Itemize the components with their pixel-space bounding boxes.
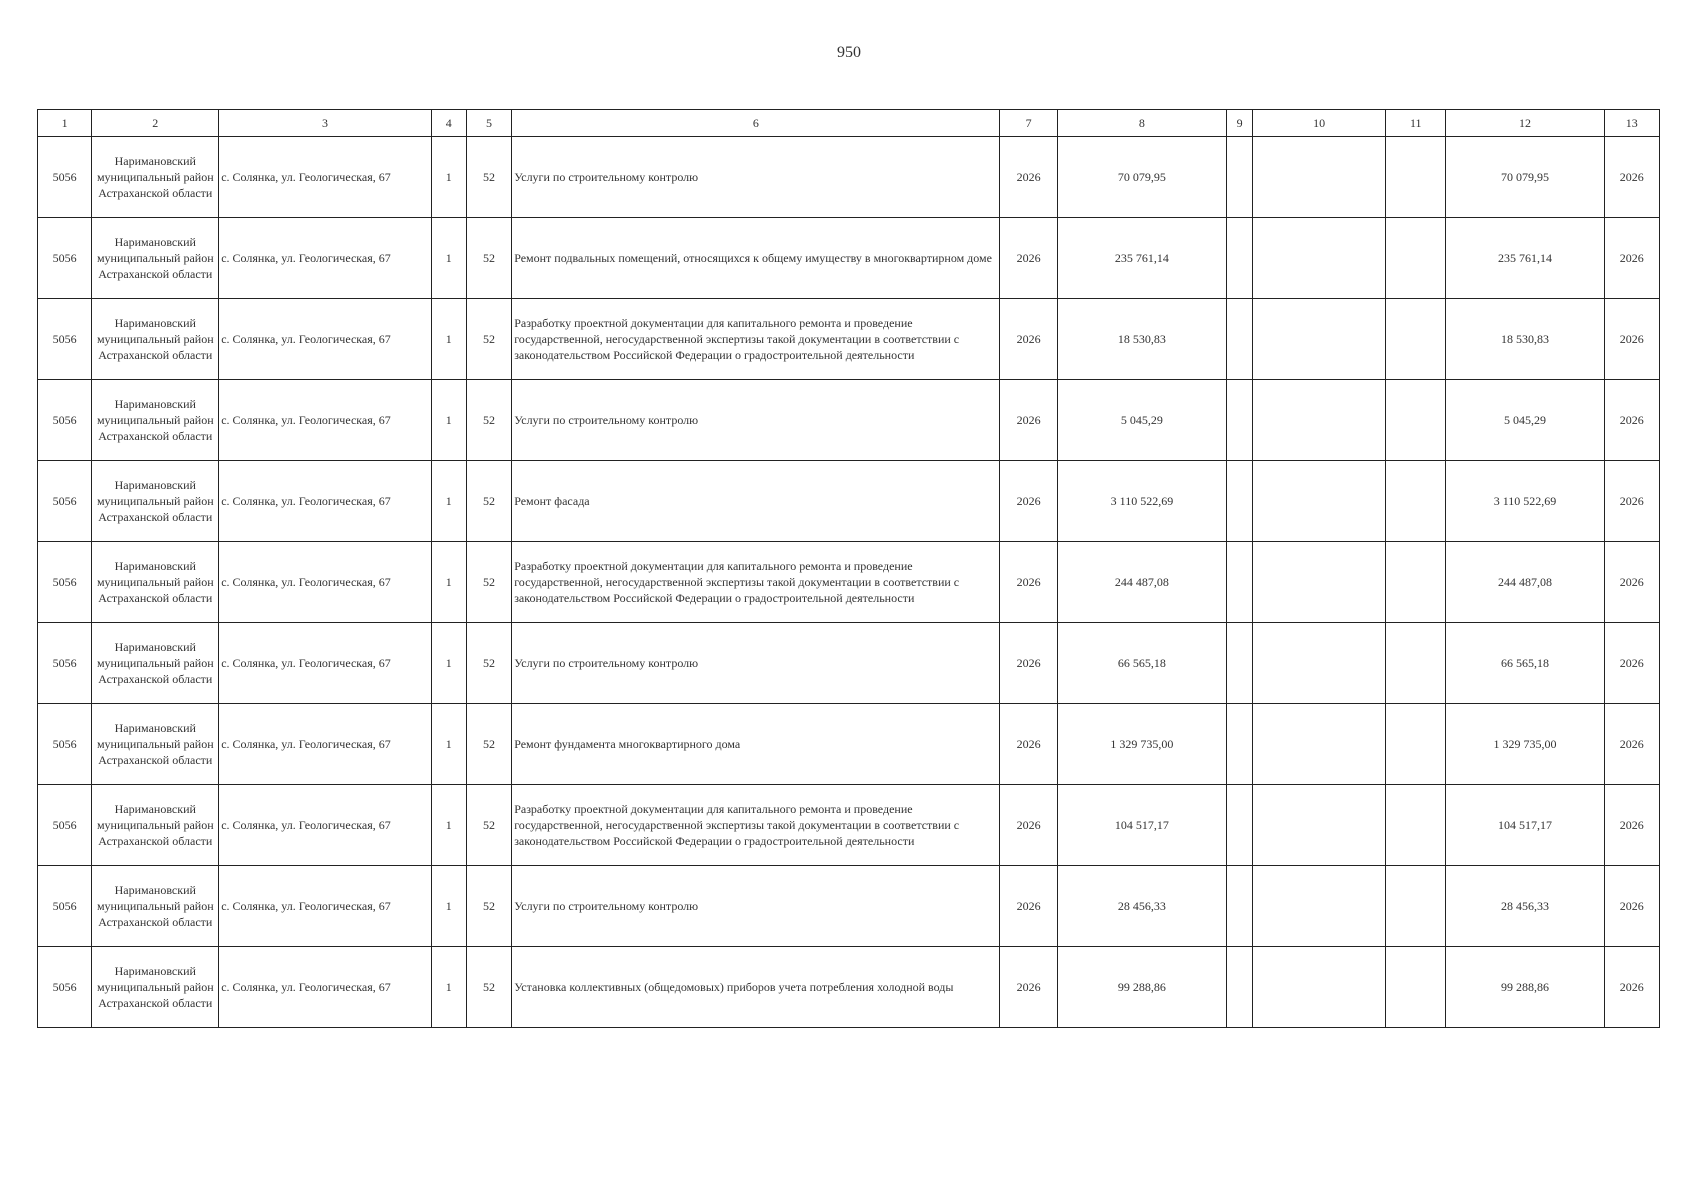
cell-col11 xyxy=(1386,623,1446,704)
cell-address: с. Солянка, ул. Геологическая, 67 xyxy=(219,947,431,1028)
table-row xyxy=(38,461,1660,542)
cell-end-year: 2026 xyxy=(1604,866,1659,947)
table-row xyxy=(38,380,1660,461)
cell-col5: 52 xyxy=(466,380,511,461)
cell-municipality: Наримановский муниципальный район Астраханской области xyxy=(92,218,219,299)
table-row xyxy=(38,785,1660,866)
cell-year: 2026 xyxy=(1000,947,1057,1028)
cell-col10 xyxy=(1253,137,1386,218)
cell-col5: 52 xyxy=(466,542,511,623)
table-row xyxy=(38,137,1660,218)
cell-col11 xyxy=(1386,542,1446,623)
page-number: 950 xyxy=(837,44,861,61)
cell-address: с. Солянка, ул. Геологическая, 67 xyxy=(219,380,431,461)
cell-col5: 52 xyxy=(466,461,511,542)
cell-col4: 1 xyxy=(431,299,466,380)
cell-col9 xyxy=(1227,461,1253,542)
column-header: 9 xyxy=(1227,110,1253,137)
cell-col5: 52 xyxy=(466,299,511,380)
cell-work-type: Услуги по строительному контролю xyxy=(512,866,1000,947)
cell-end-year: 2026 xyxy=(1604,785,1659,866)
table-body xyxy=(38,137,1660,1028)
cell-total-cost: 99 288,86 xyxy=(1057,947,1226,1028)
cell-col4: 1 xyxy=(431,218,466,299)
cell-year: 2026 xyxy=(1000,866,1057,947)
cell-col5: 52 xyxy=(466,785,511,866)
cell-work-type: Разработку проектной документации для капитального ремонта и проведение государственной, негосударственной экспертизы такой документации в соответствии с законодательством Российской Федерации о градостроительной деятельности xyxy=(512,785,1000,866)
column-header: 13 xyxy=(1604,110,1659,137)
cell-work-type: Услуги по строительному контролю xyxy=(512,137,1000,218)
cell-total-cost: 66 565,18 xyxy=(1057,623,1226,704)
cell-total-cost: 235 761,14 xyxy=(1057,218,1226,299)
cell-cost: 5 045,29 xyxy=(1446,380,1604,461)
cell-year: 2026 xyxy=(1000,299,1057,380)
cell-number: 5056 xyxy=(38,137,92,218)
cell-end-year: 2026 xyxy=(1604,218,1659,299)
table-row xyxy=(38,866,1660,947)
table-row xyxy=(38,542,1660,623)
cell-work-type: Услуги по строительному контролю xyxy=(512,623,1000,704)
cell-col10 xyxy=(1253,623,1386,704)
cell-total-cost: 28 456,33 xyxy=(1057,866,1226,947)
cell-address: с. Солянка, ул. Геологическая, 67 xyxy=(219,623,431,704)
column-header: 8 xyxy=(1057,110,1226,137)
cell-year: 2026 xyxy=(1000,623,1057,704)
cell-col9 xyxy=(1227,623,1253,704)
cell-municipality: Наримановский муниципальный район Астраханской области xyxy=(92,299,219,380)
cell-col10 xyxy=(1253,218,1386,299)
column-header: 4 xyxy=(431,110,466,137)
cell-address: с. Солянка, ул. Геологическая, 67 xyxy=(219,299,431,380)
cell-work-type: Ремонт фундамента многоквартирного дома xyxy=(512,704,1000,785)
cell-col11 xyxy=(1386,704,1446,785)
table-row xyxy=(38,623,1660,704)
cell-cost: 3 110 522,69 xyxy=(1446,461,1604,542)
cell-total-cost: 18 530,83 xyxy=(1057,299,1226,380)
cell-number: 5056 xyxy=(38,785,92,866)
cell-end-year: 2026 xyxy=(1604,623,1659,704)
cell-municipality: Наримановский муниципальный район Астраханской области xyxy=(92,623,219,704)
cell-cost: 235 761,14 xyxy=(1446,218,1604,299)
cell-number: 5056 xyxy=(38,947,92,1028)
cell-cost: 66 565,18 xyxy=(1446,623,1604,704)
cell-col11 xyxy=(1386,137,1446,218)
cell-col4: 1 xyxy=(431,137,466,218)
cell-col9 xyxy=(1227,542,1253,623)
cell-end-year: 2026 xyxy=(1604,704,1659,785)
cell-total-cost: 5 045,29 xyxy=(1057,380,1226,461)
cell-col4: 1 xyxy=(431,461,466,542)
column-header: 12 xyxy=(1446,110,1604,137)
cell-cost: 244 487,08 xyxy=(1446,542,1604,623)
cell-col11 xyxy=(1386,299,1446,380)
cell-municipality: Наримановский муниципальный район Астраханской области xyxy=(92,461,219,542)
cell-col5: 52 xyxy=(466,623,511,704)
cell-end-year: 2026 xyxy=(1604,947,1659,1028)
column-header: 7 xyxy=(1000,110,1057,137)
cell-end-year: 2026 xyxy=(1604,461,1659,542)
column-header: 3 xyxy=(219,110,431,137)
cell-col4: 1 xyxy=(431,866,466,947)
cell-end-year: 2026 xyxy=(1604,299,1659,380)
cell-end-year: 2026 xyxy=(1604,542,1659,623)
cell-col9 xyxy=(1227,380,1253,461)
cell-cost: 70 079,95 xyxy=(1446,137,1604,218)
cell-col10 xyxy=(1253,380,1386,461)
cell-col10 xyxy=(1253,785,1386,866)
cell-col11 xyxy=(1386,947,1446,1028)
cell-col11 xyxy=(1386,461,1446,542)
cell-number: 5056 xyxy=(38,218,92,299)
cell-cost: 99 288,86 xyxy=(1446,947,1604,1028)
cell-number: 5056 xyxy=(38,704,92,785)
cell-number: 5056 xyxy=(38,380,92,461)
cell-address: с. Солянка, ул. Геологическая, 67 xyxy=(219,542,431,623)
cell-col4: 1 xyxy=(431,704,466,785)
cell-end-year: 2026 xyxy=(1604,380,1659,461)
cell-col10 xyxy=(1253,299,1386,380)
cell-address: с. Солянка, ул. Геологическая, 67 xyxy=(219,866,431,947)
cell-col5: 52 xyxy=(466,218,511,299)
column-header: 1 xyxy=(38,110,92,137)
cell-col10 xyxy=(1253,704,1386,785)
column-header: 6 xyxy=(512,110,1000,137)
cell-col4: 1 xyxy=(431,542,466,623)
cell-work-type: Ремонт фасада xyxy=(512,461,1000,542)
cell-number: 5056 xyxy=(38,461,92,542)
cell-col5: 52 xyxy=(466,137,511,218)
cell-end-year: 2026 xyxy=(1604,137,1659,218)
cell-address: с. Солянка, ул. Геологическая, 67 xyxy=(219,704,431,785)
cell-col11 xyxy=(1386,218,1446,299)
cell-year: 2026 xyxy=(1000,704,1057,785)
cell-col9 xyxy=(1227,866,1253,947)
cell-municipality: Наримановский муниципальный район Астраханской области xyxy=(92,704,219,785)
cell-work-type: Разработку проектной документации для капитального ремонта и проведение государственной, негосударственной экспертизы такой документации в соответствии с законодательством Российской Федерации о градостроительной деятельности xyxy=(512,299,1000,380)
cell-total-cost: 244 487,08 xyxy=(1057,542,1226,623)
cell-year: 2026 xyxy=(1000,542,1057,623)
cell-col10 xyxy=(1253,461,1386,542)
table-row xyxy=(38,947,1660,1028)
cell-col9 xyxy=(1227,218,1253,299)
cell-cost: 104 517,17 xyxy=(1446,785,1604,866)
cell-col10 xyxy=(1253,866,1386,947)
cell-municipality: Наримановский муниципальный район Астраханской области xyxy=(92,542,219,623)
table-header xyxy=(38,110,1660,137)
cell-year: 2026 xyxy=(1000,137,1057,218)
cell-municipality: Наримановский муниципальный район Астраханской области xyxy=(92,380,219,461)
cell-col10 xyxy=(1253,947,1386,1028)
cell-year: 2026 xyxy=(1000,785,1057,866)
cell-municipality: Наримановский муниципальный район Астраханской области xyxy=(92,947,219,1028)
cell-col5: 52 xyxy=(466,704,511,785)
cell-number: 5056 xyxy=(38,542,92,623)
column-header: 2 xyxy=(92,110,219,137)
cell-number: 5056 xyxy=(38,623,92,704)
cell-total-cost: 1 329 735,00 xyxy=(1057,704,1226,785)
cell-work-type: Установка коллективных (общедомовых) приборов учета потребления холодной воды xyxy=(512,947,1000,1028)
cell-work-type: Разработку проектной документации для капитального ремонта и проведение государственной, негосударственной экспертизы такой документации в соответствии с законодательством Российской Федерации о градостроительной деятельности xyxy=(512,542,1000,623)
column-header: 10 xyxy=(1253,110,1386,137)
cell-cost: 1 329 735,00 xyxy=(1446,704,1604,785)
cell-address: с. Солянка, ул. Геологическая, 67 xyxy=(219,461,431,542)
cell-number: 5056 xyxy=(38,299,92,380)
cell-col9 xyxy=(1227,704,1253,785)
cell-cost: 28 456,33 xyxy=(1446,866,1604,947)
cell-municipality: Наримановский муниципальный район Астраханской области xyxy=(92,866,219,947)
cell-municipality: Наримановский муниципальный район Астраханской области xyxy=(92,785,219,866)
cell-address: с. Солянка, ул. Геологическая, 67 xyxy=(219,137,431,218)
cell-municipality: Наримановский муниципальный район Астраханской области xyxy=(92,137,219,218)
cell-address: с. Солянка, ул. Геологическая, 67 xyxy=(219,785,431,866)
cell-col5: 52 xyxy=(466,947,511,1028)
cell-col4: 1 xyxy=(431,947,466,1028)
cell-work-type: Услуги по строительному контролю xyxy=(512,380,1000,461)
cell-col4: 1 xyxy=(431,380,466,461)
table-row xyxy=(38,704,1660,785)
table-row xyxy=(38,299,1660,380)
cell-col9 xyxy=(1227,947,1253,1028)
cell-work-type: Ремонт подвальных помещений, относящихся к общему имуществу в многоквартирном доме xyxy=(512,218,1000,299)
cell-total-cost: 104 517,17 xyxy=(1057,785,1226,866)
header-row xyxy=(38,110,1660,137)
register-table xyxy=(37,109,1660,1028)
cell-col4: 1 xyxy=(431,785,466,866)
cell-address: с. Солянка, ул. Геологическая, 67 xyxy=(219,218,431,299)
cell-total-cost: 70 079,95 xyxy=(1057,137,1226,218)
cell-total-cost: 3 110 522,69 xyxy=(1057,461,1226,542)
cell-cost: 18 530,83 xyxy=(1446,299,1604,380)
cell-col11 xyxy=(1386,380,1446,461)
table-row xyxy=(38,218,1660,299)
cell-col5: 52 xyxy=(466,866,511,947)
cell-number: 5056 xyxy=(38,866,92,947)
column-header: 5 xyxy=(466,110,511,137)
cell-year: 2026 xyxy=(1000,218,1057,299)
cell-col11 xyxy=(1386,866,1446,947)
cell-col4: 1 xyxy=(431,623,466,704)
cell-col9 xyxy=(1227,137,1253,218)
cell-col9 xyxy=(1227,299,1253,380)
cell-col10 xyxy=(1253,542,1386,623)
column-header: 11 xyxy=(1386,110,1446,137)
cell-col11 xyxy=(1386,785,1446,866)
cell-year: 2026 xyxy=(1000,380,1057,461)
cell-year: 2026 xyxy=(1000,461,1057,542)
cell-col9 xyxy=(1227,785,1253,866)
